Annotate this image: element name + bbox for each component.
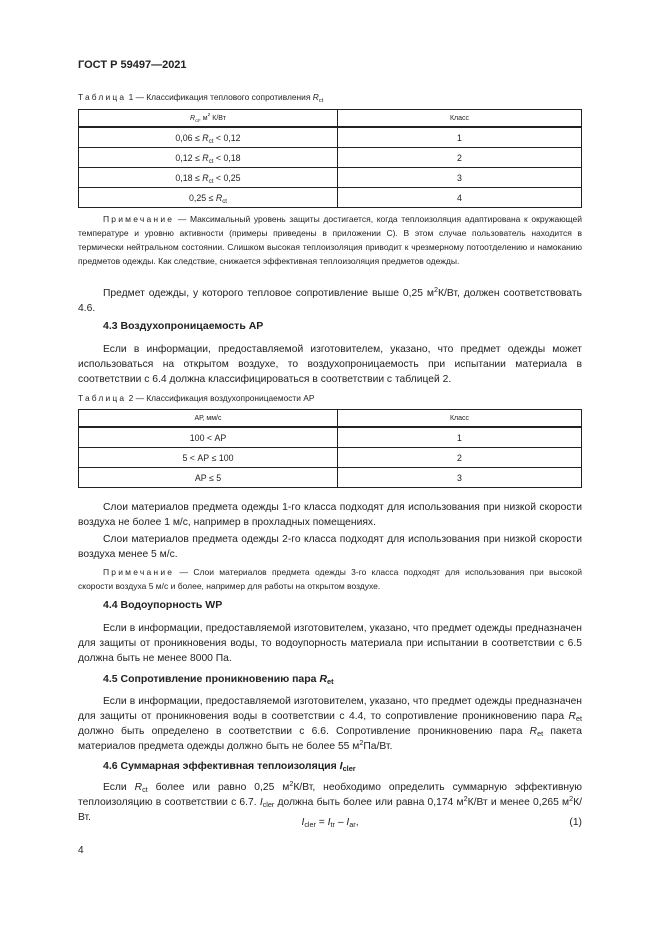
col-header-ap: АР, мм/с: [79, 410, 338, 428]
section-4-4-heading: 4.4 Водоупорность WP: [103, 599, 223, 611]
section-4-5-text: Если в информации, предоставляемой изготовителем, указано, что предмет одежды предназначен для защиты от проникновения воды в соответствии с 4.4, то сопротивление проникновению пара $R_{et}$ должно быть определено в соответствии с 6.6. Сопротивление проникновению пара $R_{et}$ пакета материалов предмета одежды должно быть не более 55 $м^2Па/Вт$.: [78, 696, 582, 752]
note-1: Примечание — Максимальный уровень защиты достигается, когда теплоизоляция адаптирована к окружающей температуре и уровню активности (примеры приведены в приложении С). В этом случае пользователь находится в термически нейтральном состоянии. Слишком высокая теплоизоляция приводит к чрезмерному потоотделению и намоканию предметов одежды. Как следствие, снижается эффективная теплоизоляция предметов одежды.: [78, 214, 582, 266]
paragraph-class2: Слои материалов предмета одежды 2-го класса подходят для использования при низкой скорости воздуха менее 5 м/с.: [78, 534, 582, 560]
table-header-row: [79, 410, 582, 428]
caption-label: Таблица: [78, 92, 127, 102]
caption-var: R: [312, 92, 319, 102]
table-row: $0,18 \le R_{ct} < 0,25$ 3: [79, 168, 582, 188]
table1: [78, 109, 582, 208]
table-row: АР ≤ 5 3: [79, 468, 582, 488]
table-row: 5 < АР ≤ 100 2: [79, 448, 582, 468]
table-row: 100 < АР 1: [79, 427, 582, 448]
table2-caption: Таблица 2 — Классификация воздухопроницаемости АР: [78, 393, 315, 403]
section-4-6-heading: 4.6 Суммарная эффективная теплоизоляция $I_{cler}$: [103, 760, 356, 773]
table1-caption: [78, 92, 323, 102]
section-4-4-text: Если в информации, предоставляемой изготовителем, указано, что предмет одежды предназначен для защиты от проникновения воды, то водоупорность материала при испытании в соответствии с 6.5 должна быть не менее 8000 Па.: [78, 623, 582, 664]
table-row: $0,25 \le R_{ct}$ 4: [79, 188, 582, 208]
table2: [78, 409, 582, 488]
formula-number: (1): [569, 817, 582, 828]
table-row: $0,12 \le R_{ct} < 0,18$ 2: [79, 148, 582, 168]
note-2: Примечание — Слои материалов предмета одежды 3-го класса подходят для использования при высокой скорости воздуха 5 м/с и более, например для работы на открытом воздухе.: [78, 567, 582, 591]
formula-expression: $I_{cler} = I_{tr} - I_{ar}$,: [301, 817, 359, 829]
paragraph-rct-limit: Предмет одежды, у которого тепловое сопротивление выше 0,25 $м^2К/Вт$, должен соответствовать 4.6.: [78, 285, 582, 314]
section-4-3-heading: 4.3 Воздухопроницаемость АР: [103, 320, 264, 332]
col-header-class: Класс: [338, 410, 582, 428]
caption-sub: ct: [318, 98, 324, 104]
formula-1: [78, 817, 582, 828]
col-header-class: Класс: [338, 110, 582, 128]
section-4-3-text: Если в информации, предоставляемой изготовителем, указано, что предмет одежды может использоваться на открытом воздухе, то воздухопроницаемость при испытании материала в соответствии с 6.4 должна классифицироваться в соответствии с таблицей 2.: [78, 344, 582, 385]
table-row: $0,06 \le R_{ct} < 0,12$ 1: [79, 127, 582, 148]
section-4-5-heading: 4.5 Сопротивление проникновению пара $R_{et}$: [103, 673, 334, 686]
document-header: ГОСТ Р 59497—2021: [78, 59, 187, 71]
section-4-6-text: Если $R_{ct}$ более или равно 0,25 $м^2К/Вт$, необходимо определить суммарную эффективную теплоизоляцию в соответствии с 6.7. $I_{cler}$ должна быть более или равна 0,174 $м^2К/Вт$ и менее 0,265 $м^2К/Вт$.: [78, 779, 582, 823]
table-header-row: [79, 110, 582, 128]
paragraph-class1: Слои материалов предмета одежды 1-го класса подходят для использования при низкой скорости воздуха не более 1 м/с, например в прохладных помещениях.: [78, 502, 582, 528]
page-number: 4: [78, 845, 84, 856]
col-header-rct: $R_{ct}$, $м^2$ К/Вт: [79, 110, 338, 128]
caption-text: 1 — Классификация теплового сопротивления: [128, 92, 313, 102]
